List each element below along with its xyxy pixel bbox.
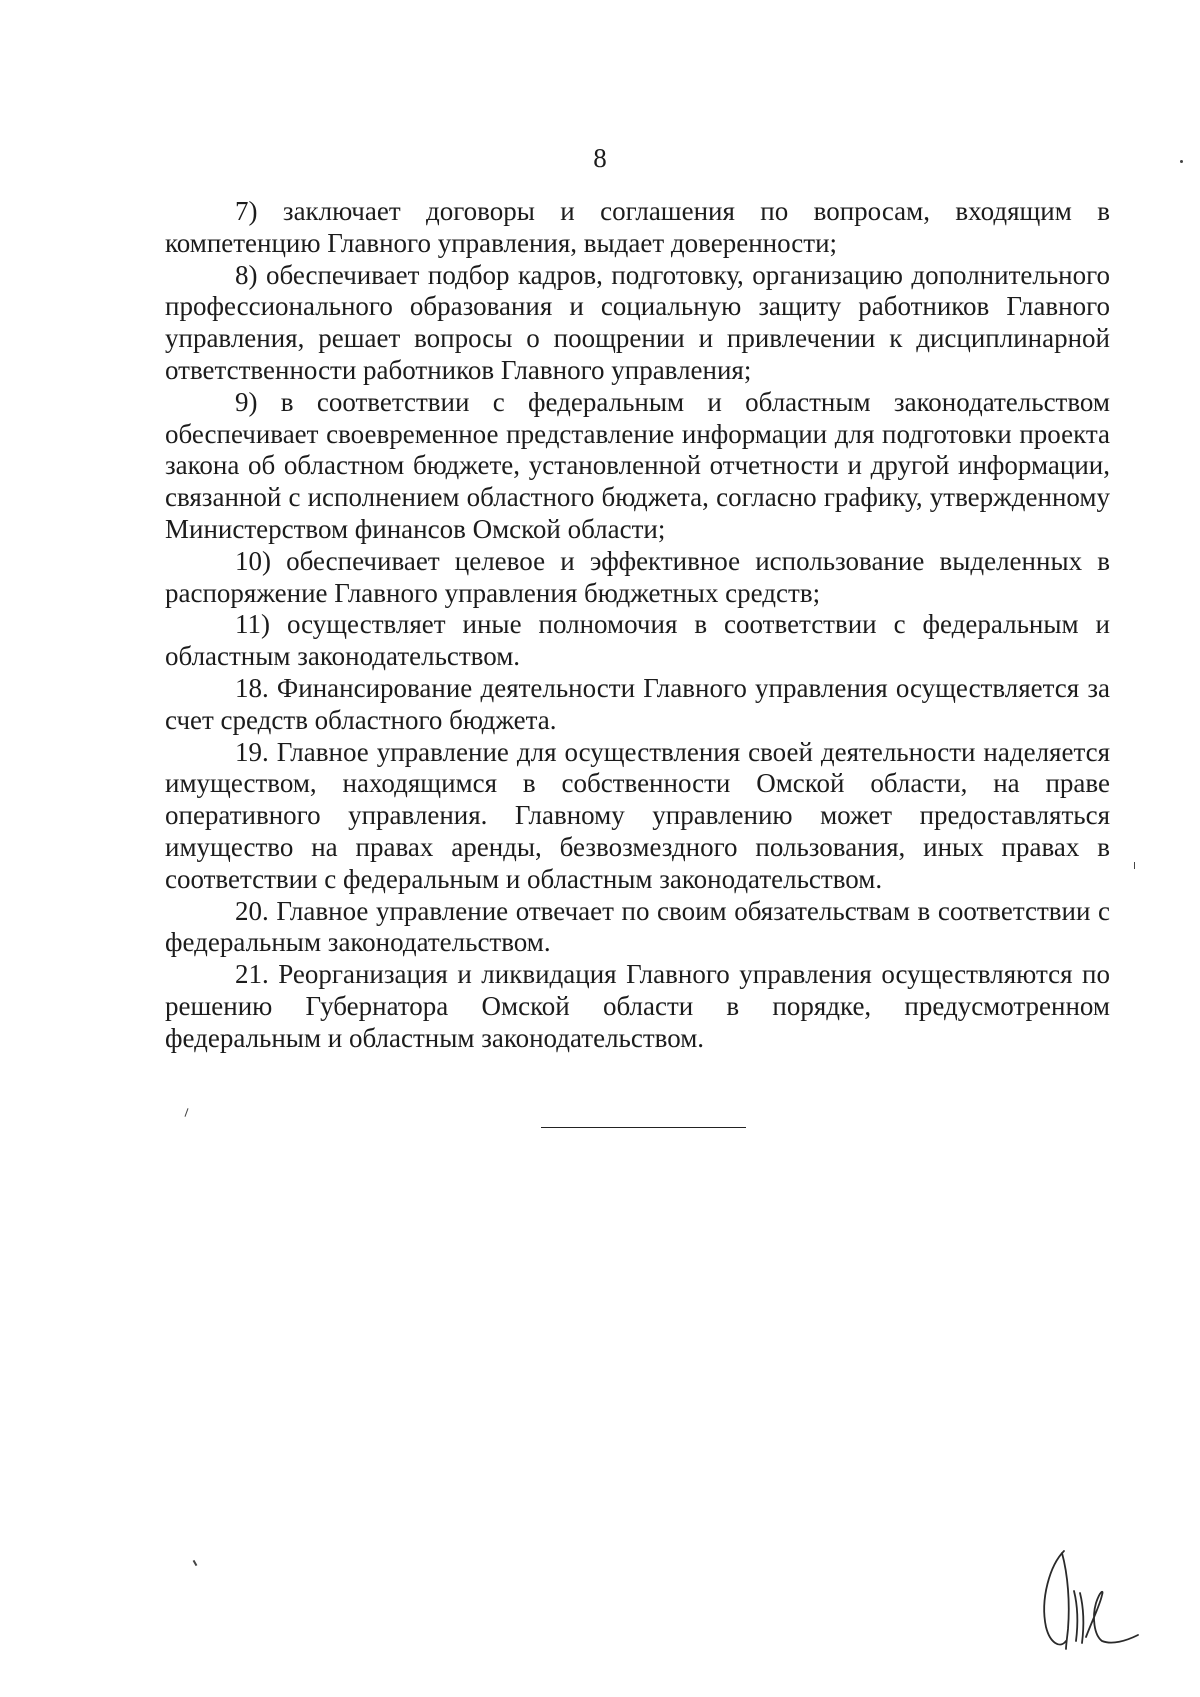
document-body — [165, 196, 1110, 1055]
paragraph-item-7: 7) заключает договоры и соглашения по вопросам, входящим в компетенцию Главного управления, выдает доверенности; — [165, 196, 1110, 258]
scan-speck — [184, 1108, 188, 1117]
paragraph-item-9: 9) в соответствии с федеральным и областным законодательством обеспечивает своевременное представление информации для подготовки проекта закона об областном бюджете, установленной отчетности и другой информации, связанной с исполнением областного бюджета, согласно графику, утвержденному Министерством финансов Омской области; — [165, 386, 1110, 544]
end-of-text-rule — [541, 1127, 746, 1128]
paragraph-clause-18: 18. Финансирование деятельности Главного управления осуществляется за счет средств областного бюджета. — [165, 672, 1110, 735]
scan-speck — [1134, 862, 1135, 869]
paragraph-item-11: 11) осуществляет иные полномочия в соответствии с федеральным и областным законодательством. — [165, 609, 1110, 672]
signature-mark — [1034, 1545, 1144, 1655]
paragraph-clause-20: 20. Главное управление отвечает по своим обязательствам в соответствии с федеральным законодательством. — [165, 895, 1110, 958]
scan-speck — [193, 1560, 198, 1566]
scan-speck — [1180, 160, 1183, 163]
paragraph-clause-21: 21. Реорганизация и ликвидация Главного управления осуществляются по решению Губернатора Омской области в порядке, предусмотренном федеральным и областным законодательством. — [165, 959, 1110, 1053]
paragraph-item-8: 8) обеспечивает подбор кадров, подготовку, организацию дополнительного профессионального образования и социальную защиту работников Главного управления, решает вопросы о поощрении и привлечении к дисциплинарной ответственности работников Главного управления; — [165, 259, 1110, 385]
paragraph-clause-19: 19. Главное управление для осуществления своей деятельности наделяется имуществом, находящимся в собственности Омской области, на праве оперативного управления. Главному управлению может предоставляться имущество на правах аренды, безвозмездного пользования, иных правах в соответствии с федеральным и областным законодательством. — [165, 736, 1110, 894]
page-number: 8 — [593, 143, 607, 173]
paragraph-item-10: 10) обеспечивает целевое и эффективное использование выделенных в распоряжение Главного управления бюджетных средств; — [165, 545, 1110, 608]
